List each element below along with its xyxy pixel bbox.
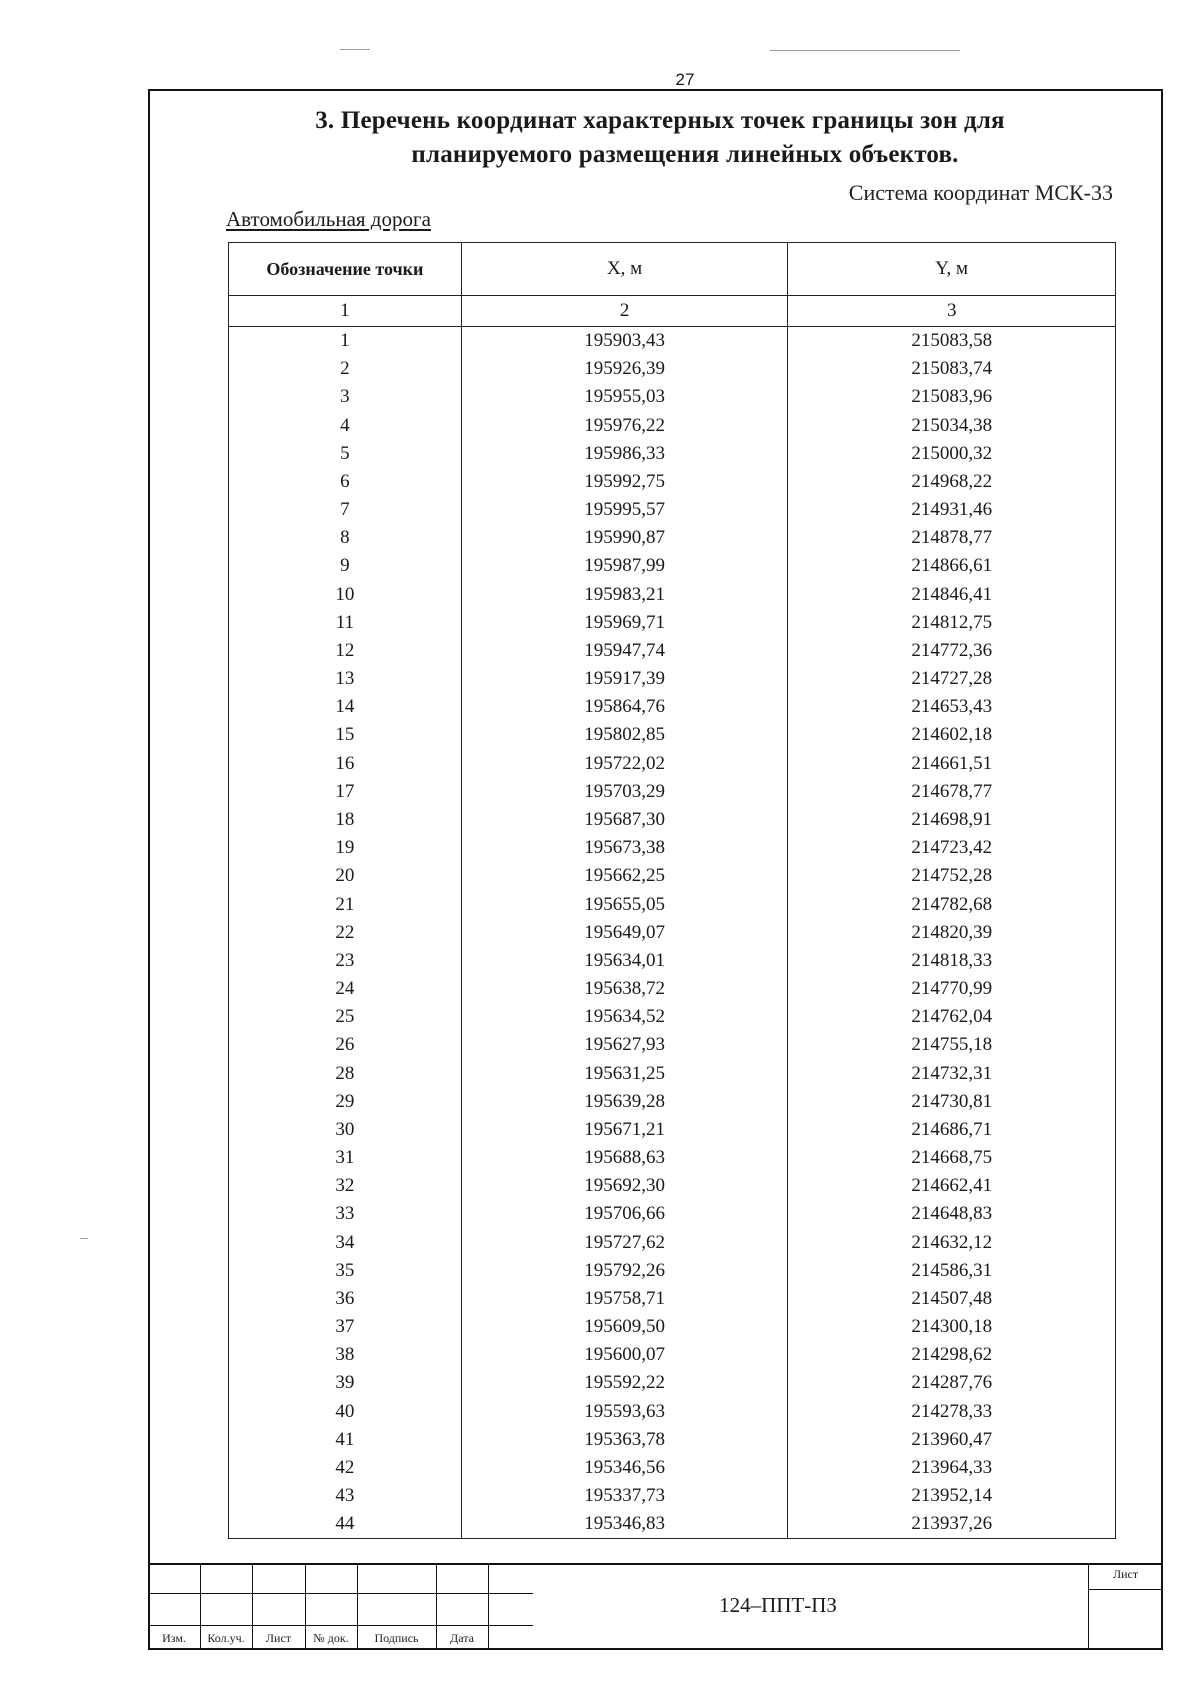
point-id-cell: 22 (229, 919, 462, 947)
point-id-cell: 9 (229, 552, 462, 580)
table-row (229, 1200, 1116, 1228)
point-id-cell: 35 (229, 1257, 462, 1285)
point-id-cell: 38 (229, 1341, 462, 1369)
x-coordinate-cell: 195363,78 (461, 1426, 788, 1454)
stamp-label-qty: Кол.уч. (207, 1631, 245, 1645)
table-row (229, 693, 1116, 721)
y-coordinate-cell: 213960,47 (788, 1426, 1116, 1454)
y-coordinate-cell: 214762,04 (788, 1003, 1116, 1031)
divider (1088, 1565, 1089, 1650)
x-coordinate-cell: 195671,21 (461, 1116, 788, 1144)
x-coordinate-cell: 195337,73 (461, 1482, 788, 1510)
point-id-cell: 3 (229, 383, 462, 411)
table-row (229, 412, 1116, 440)
point-id-cell: 16 (229, 750, 462, 778)
x-coordinate-cell: 195792,26 (461, 1257, 788, 1285)
y-coordinate-cell: 215083,96 (788, 383, 1116, 411)
stamp-label-change: Изм. (162, 1631, 186, 1645)
y-coordinate-cell: 214661,51 (788, 750, 1116, 778)
table-row (229, 1454, 1116, 1482)
y-coordinate-cell: 214812,75 (788, 609, 1116, 637)
point-id-cell: 28 (229, 1059, 462, 1087)
x-coordinate-cell: 195802,85 (461, 721, 788, 749)
point-id-cell: 41 (229, 1426, 462, 1454)
y-coordinate-cell: 214730,81 (788, 1088, 1116, 1116)
table-row (229, 383, 1116, 411)
x-coordinate-cell: 195995,57 (461, 496, 788, 524)
point-id-cell: 2 (229, 355, 462, 383)
point-id-cell: 12 (229, 637, 462, 665)
point-id-cell: 26 (229, 1031, 462, 1059)
y-coordinate-cell: 214931,46 (788, 496, 1116, 524)
y-coordinate-cell: 214686,71 (788, 1116, 1116, 1144)
y-coordinate-cell: 214653,43 (788, 693, 1116, 721)
title-line-1: 3. Перечень координат характерных точек границы зон для (315, 107, 1005, 134)
table-row (229, 1257, 1116, 1285)
y-coordinate-cell: 214755,18 (788, 1031, 1116, 1059)
table-row (229, 1031, 1116, 1059)
point-id-cell: 18 (229, 806, 462, 834)
point-id-cell: 5 (229, 440, 462, 468)
x-coordinate-cell: 195655,05 (461, 890, 788, 918)
x-coordinate-cell: 195727,62 (461, 1229, 788, 1257)
y-coordinate-cell: 214818,33 (788, 947, 1116, 975)
sheet-label: Лист (1113, 1567, 1139, 1581)
x-coordinate-cell: 195986,33 (461, 440, 788, 468)
x-coordinate-cell: 195687,30 (461, 806, 788, 834)
x-coordinate-cell: 195987,99 (461, 552, 788, 580)
x-coordinate-cell: 195969,71 (461, 609, 788, 637)
y-coordinate-cell: 214732,31 (788, 1059, 1116, 1087)
point-id-cell: 10 (229, 581, 462, 609)
point-id-cell: 11 (229, 609, 462, 637)
table-row (229, 890, 1116, 918)
x-coordinate-cell: 195346,56 (461, 1454, 788, 1482)
page-title (160, 104, 1160, 172)
point-id-cell: 15 (229, 721, 462, 749)
point-id-cell: 14 (229, 693, 462, 721)
divider (488, 1565, 489, 1650)
y-coordinate-cell: 214300,18 (788, 1313, 1116, 1341)
stamp-label-sheet: Лист (265, 1631, 292, 1645)
x-coordinate-cell: 195662,25 (461, 862, 788, 890)
table-row (229, 862, 1116, 890)
x-coordinate-cell: 195903,43 (461, 327, 788, 356)
divider (1088, 1589, 1163, 1590)
x-coordinate-cell: 195990,87 (461, 524, 788, 552)
table-row (229, 919, 1116, 947)
table-row (229, 750, 1116, 778)
header-x: X, м (461, 243, 788, 296)
point-id-cell: 44 (229, 1510, 462, 1539)
table-row (229, 665, 1116, 693)
stamp-label-doc-number: № док. (313, 1631, 349, 1645)
x-coordinate-cell: 195688,63 (461, 1144, 788, 1172)
point-id-cell: 1 (229, 327, 462, 356)
table-row (229, 721, 1116, 749)
x-coordinate-cell: 195639,28 (461, 1088, 788, 1116)
point-id-cell: 21 (229, 890, 462, 918)
table-row (229, 1426, 1116, 1454)
x-coordinate-cell: 195722,02 (461, 750, 788, 778)
point-id-cell: 24 (229, 975, 462, 1003)
divider (148, 1625, 533, 1626)
point-id-cell: 4 (229, 412, 462, 440)
y-coordinate-cell: 214698,91 (788, 806, 1116, 834)
table-row (229, 581, 1116, 609)
stamp-label-date: Дата (450, 1631, 474, 1645)
point-id-cell: 34 (229, 1229, 462, 1257)
point-id-cell: 32 (229, 1172, 462, 1200)
table-body (229, 327, 1116, 1539)
y-coordinate-cell: 214878,77 (788, 524, 1116, 552)
x-coordinate-cell: 195926,39 (461, 355, 788, 383)
point-id-cell: 33 (229, 1200, 462, 1228)
x-coordinate-cell: 195692,30 (461, 1172, 788, 1200)
y-coordinate-cell: 214678,77 (788, 778, 1116, 806)
x-coordinate-cell: 195649,07 (461, 919, 788, 947)
x-coordinate-cell: 195634,52 (461, 1003, 788, 1031)
x-coordinate-cell: 195638,72 (461, 975, 788, 1003)
x-coordinate-cell: 195983,21 (461, 581, 788, 609)
document-code: 124–ППТ-ПЗ (719, 1593, 837, 1617)
table-row (229, 355, 1116, 383)
x-coordinate-cell: 195673,38 (461, 834, 788, 862)
coordinates-table (228, 242, 1116, 1539)
x-coordinate-cell: 195609,50 (461, 1313, 788, 1341)
x-coordinate-cell: 195634,01 (461, 947, 788, 975)
stamp-label-signature: Подпись (374, 1631, 419, 1645)
point-id-cell: 8 (229, 524, 462, 552)
column-number: 3 (788, 296, 1116, 327)
x-coordinate-cell: 195627,93 (461, 1031, 788, 1059)
y-coordinate-cell: 214602,18 (788, 721, 1116, 749)
y-coordinate-cell: 215034,38 (788, 412, 1116, 440)
table-row (229, 1172, 1116, 1200)
x-coordinate-cell: 195976,22 (461, 412, 788, 440)
point-id-cell: 30 (229, 1116, 462, 1144)
y-coordinate-cell: 214866,61 (788, 552, 1116, 580)
x-coordinate-cell: 195592,22 (461, 1369, 788, 1397)
y-coordinate-cell: 213964,33 (788, 1454, 1116, 1482)
point-id-cell: 43 (229, 1482, 462, 1510)
table-row (229, 1398, 1116, 1426)
y-coordinate-cell: 214648,83 (788, 1200, 1116, 1228)
y-coordinate-cell: 214287,76 (788, 1369, 1116, 1397)
y-coordinate-cell: 214632,12 (788, 1229, 1116, 1257)
y-coordinate-cell: 214968,22 (788, 468, 1116, 496)
table-row (229, 637, 1116, 665)
x-coordinate-cell: 195706,66 (461, 1200, 788, 1228)
page-number: 27 (675, 70, 695, 89)
table-row (229, 1285, 1116, 1313)
y-coordinate-cell: 214820,39 (788, 919, 1116, 947)
x-coordinate-cell: 195346,83 (461, 1510, 788, 1539)
title-line-2: планируемого размещения линейных объектов. (411, 141, 959, 168)
point-id-cell: 7 (229, 496, 462, 524)
table-row (229, 1144, 1116, 1172)
point-id-cell: 20 (229, 862, 462, 890)
point-id-cell: 40 (229, 1398, 462, 1426)
y-coordinate-cell: 214298,62 (788, 1341, 1116, 1369)
y-coordinate-cell: 215000,32 (788, 440, 1116, 468)
x-coordinate-cell: 195758,71 (461, 1285, 788, 1313)
y-coordinate-cell: 214507,48 (788, 1285, 1116, 1313)
table-row (229, 1369, 1116, 1397)
y-coordinate-cell: 214586,31 (788, 1257, 1116, 1285)
x-coordinate-cell: 195703,29 (461, 778, 788, 806)
header-y: Y, м (788, 243, 1116, 296)
point-id-cell: 29 (229, 1088, 462, 1116)
point-id-cell: 6 (229, 468, 462, 496)
x-coordinate-cell: 195600,07 (461, 1341, 788, 1369)
x-coordinate-cell: 195992,75 (461, 468, 788, 496)
x-coordinate-cell: 195917,39 (461, 665, 788, 693)
table-row (229, 609, 1116, 637)
y-coordinate-cell: 215083,58 (788, 327, 1116, 356)
scan-artifact (340, 49, 370, 50)
x-coordinate-cell: 195593,63 (461, 1398, 788, 1426)
table-row (229, 1313, 1116, 1341)
point-id-cell: 17 (229, 778, 462, 806)
y-coordinate-cell: 214723,42 (788, 834, 1116, 862)
divider (148, 1593, 533, 1594)
table-row (229, 552, 1116, 580)
column-number: 1 (229, 296, 462, 327)
table-row (229, 947, 1116, 975)
y-coordinate-cell: 214752,28 (788, 862, 1116, 890)
table-row (229, 1229, 1116, 1257)
x-coordinate-cell: 195955,03 (461, 383, 788, 411)
table-row (229, 1003, 1116, 1031)
point-id-cell: 25 (229, 1003, 462, 1031)
y-coordinate-cell: 214770,99 (788, 975, 1116, 1003)
coordinate-system-label: Система координат МСК-33 (848, 180, 1113, 205)
x-coordinate-cell: 195947,74 (461, 637, 788, 665)
scan-artifact (80, 1238, 88, 1239)
column-number: 2 (461, 296, 788, 327)
y-coordinate-cell: 214846,41 (788, 581, 1116, 609)
scan-artifact (770, 50, 960, 51)
point-id-cell: 19 (229, 834, 462, 862)
y-coordinate-cell: 214727,28 (788, 665, 1116, 693)
table-row (229, 1482, 1116, 1510)
point-id-cell: 36 (229, 1285, 462, 1313)
y-coordinate-cell: 214782,68 (788, 890, 1116, 918)
table-row (229, 496, 1116, 524)
table-row (229, 524, 1116, 552)
table-header-row (229, 243, 1116, 296)
x-coordinate-cell: 195864,76 (461, 693, 788, 721)
y-coordinate-cell: 213952,14 (788, 1482, 1116, 1510)
point-id-cell: 42 (229, 1454, 462, 1482)
table-row (229, 1088, 1116, 1116)
table-row (229, 806, 1116, 834)
x-coordinate-cell: 195631,25 (461, 1059, 788, 1087)
table-row (229, 778, 1116, 806)
header-point-designation: Обозначение точки (229, 243, 462, 296)
point-id-cell: 13 (229, 665, 462, 693)
table-row (229, 1510, 1116, 1539)
point-id-cell: 37 (229, 1313, 462, 1341)
y-coordinate-cell: 214668,75 (788, 1144, 1116, 1172)
table-row (229, 1116, 1116, 1144)
y-coordinate-cell: 215083,74 (788, 355, 1116, 383)
table-row (229, 1341, 1116, 1369)
y-coordinate-cell: 214772,36 (788, 637, 1116, 665)
title-block (148, 1563, 1163, 1650)
point-id-cell: 23 (229, 947, 462, 975)
table-row (229, 975, 1116, 1003)
point-id-cell: 39 (229, 1369, 462, 1397)
point-id-cell: 31 (229, 1144, 462, 1172)
table-row (229, 468, 1116, 496)
table-row (229, 834, 1116, 862)
y-coordinate-cell: 214278,33 (788, 1398, 1116, 1426)
table-row (229, 327, 1116, 356)
table-row (229, 1059, 1116, 1087)
y-coordinate-cell: 214662,41 (788, 1172, 1116, 1200)
y-coordinate-cell: 213937,26 (788, 1510, 1116, 1539)
column-number-row (229, 296, 1116, 327)
section-title: Автомобильная дорога (226, 207, 431, 231)
table-row (229, 440, 1116, 468)
